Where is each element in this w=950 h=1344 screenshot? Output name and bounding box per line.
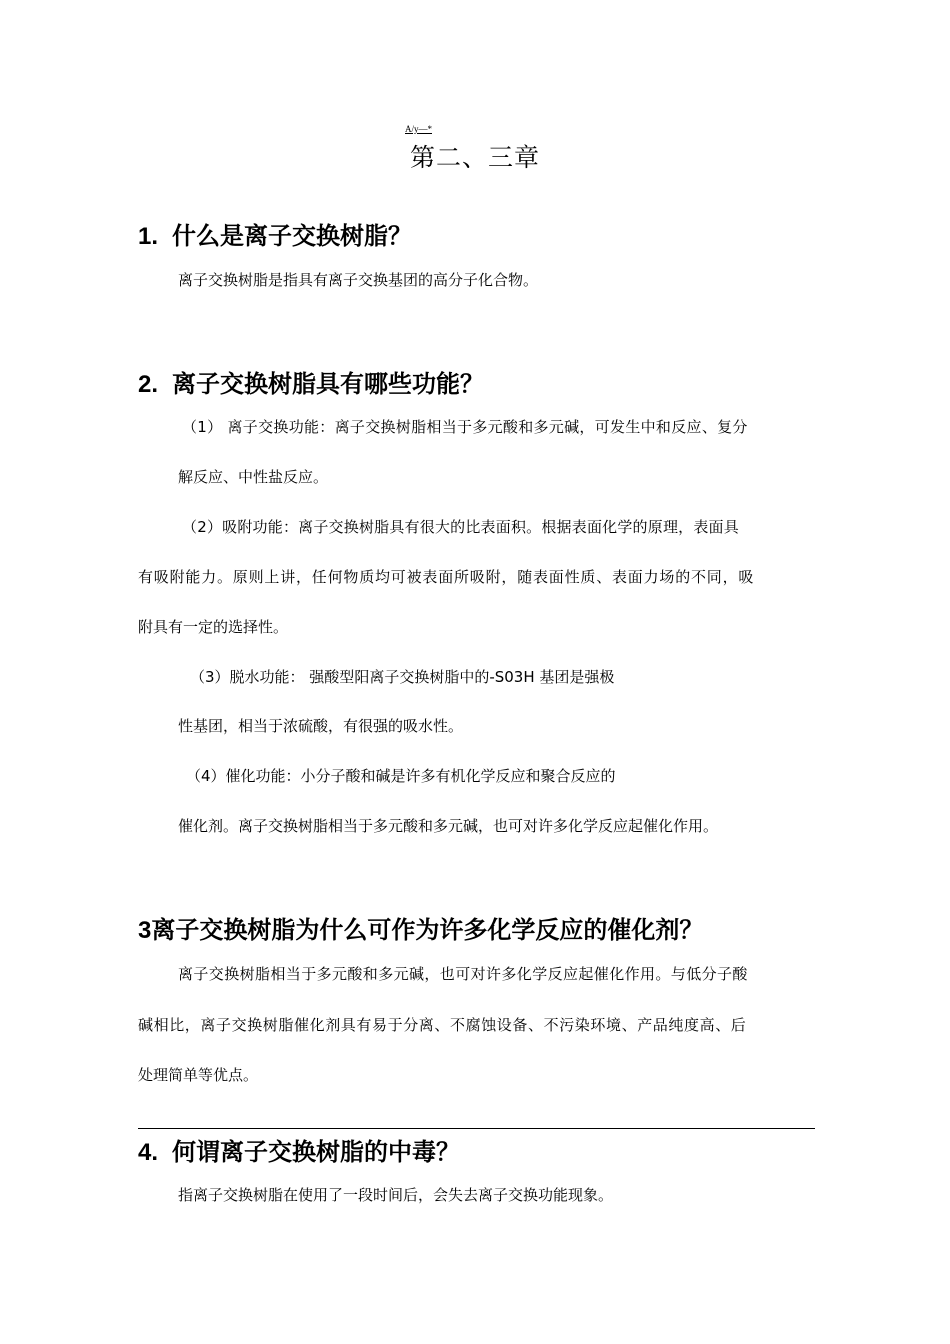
paragraph-line: 处理简单等优点。 — [138, 1066, 259, 1084]
paragraph-line: 催化剂。离子交换树脂相当于多元酸和多元碱，也可对许多化学反应起催化作用。 — [178, 817, 719, 835]
paragraph-line: 解反应、中性盐反应。 — [178, 468, 329, 486]
heading-text: 离子交换树脂具有哪些功能？ — [172, 370, 485, 398]
paragraph-line: 有吸附能力。原则上讲，任何物质均可被表面所吸附，随表面性质、表面力场的不同，吸 — [138, 568, 755, 586]
heading-text: 离子交换树脂为什么可作为许多化学反应的催化剂？ — [151, 916, 704, 944]
paragraph-line: 指离子交换树脂在使用了一段时间后，会失去离子交换功能现象。 — [178, 1186, 614, 1204]
heading-text: 什么是离子交换树脂？ — [172, 222, 413, 250]
paragraph-line: 附具有一定的选择性。 — [138, 618, 289, 636]
section-2-heading — [138, 364, 484, 399]
paragraph-line: 碱相比，离子交换树脂催化剂具有易于分离、不腐蚀设备、不污染环境、产品纯度高、后 — [138, 1016, 747, 1034]
paragraph-line: 性基团，相当于浓硫酸，有很强的吸水性。 — [178, 717, 464, 735]
paragraph-line: （3）脱水功能： 强酸型阳离子交换树脂中的-S03H 基团是强极 — [190, 668, 615, 686]
paragraph-line: （2）吸附功能：离子交换树脂具有很大的比表面积。根据表面化学的原理，表面具 — [182, 518, 739, 536]
section-3-heading — [138, 910, 703, 945]
section-number: 1. — [138, 223, 159, 250]
paragraph-line: （1） 离子交换功能：离子交换树脂相当于多元酸和多元碱，可发生中和反应、复分 — [182, 418, 748, 436]
section-divider — [138, 1128, 815, 1129]
heading-text: 何谓离子交换树脂的中毒？ — [172, 1138, 461, 1166]
paragraph-line: 离子交换树脂是指具有离子交换基团的高分子化合物。 — [178, 271, 539, 289]
section-number: 4. — [138, 1139, 159, 1166]
section-1-heading — [138, 216, 412, 251]
paragraph-line: 离子交换树脂相当于多元酸和多元碱，也可对许多化学反应起催化作用。与低分子酸 — [178, 965, 748, 983]
section-4-heading — [138, 1132, 460, 1167]
section-number: 3 — [138, 917, 152, 944]
section-number: 2. — [138, 371, 159, 398]
header-mark: A/y—* — [405, 124, 432, 134]
paragraph-line: （4）催化功能：小分子酸和碱是许多有机化学反应和聚合反应的 — [186, 767, 616, 785]
page-title: 第二、三章 — [409, 143, 540, 172]
